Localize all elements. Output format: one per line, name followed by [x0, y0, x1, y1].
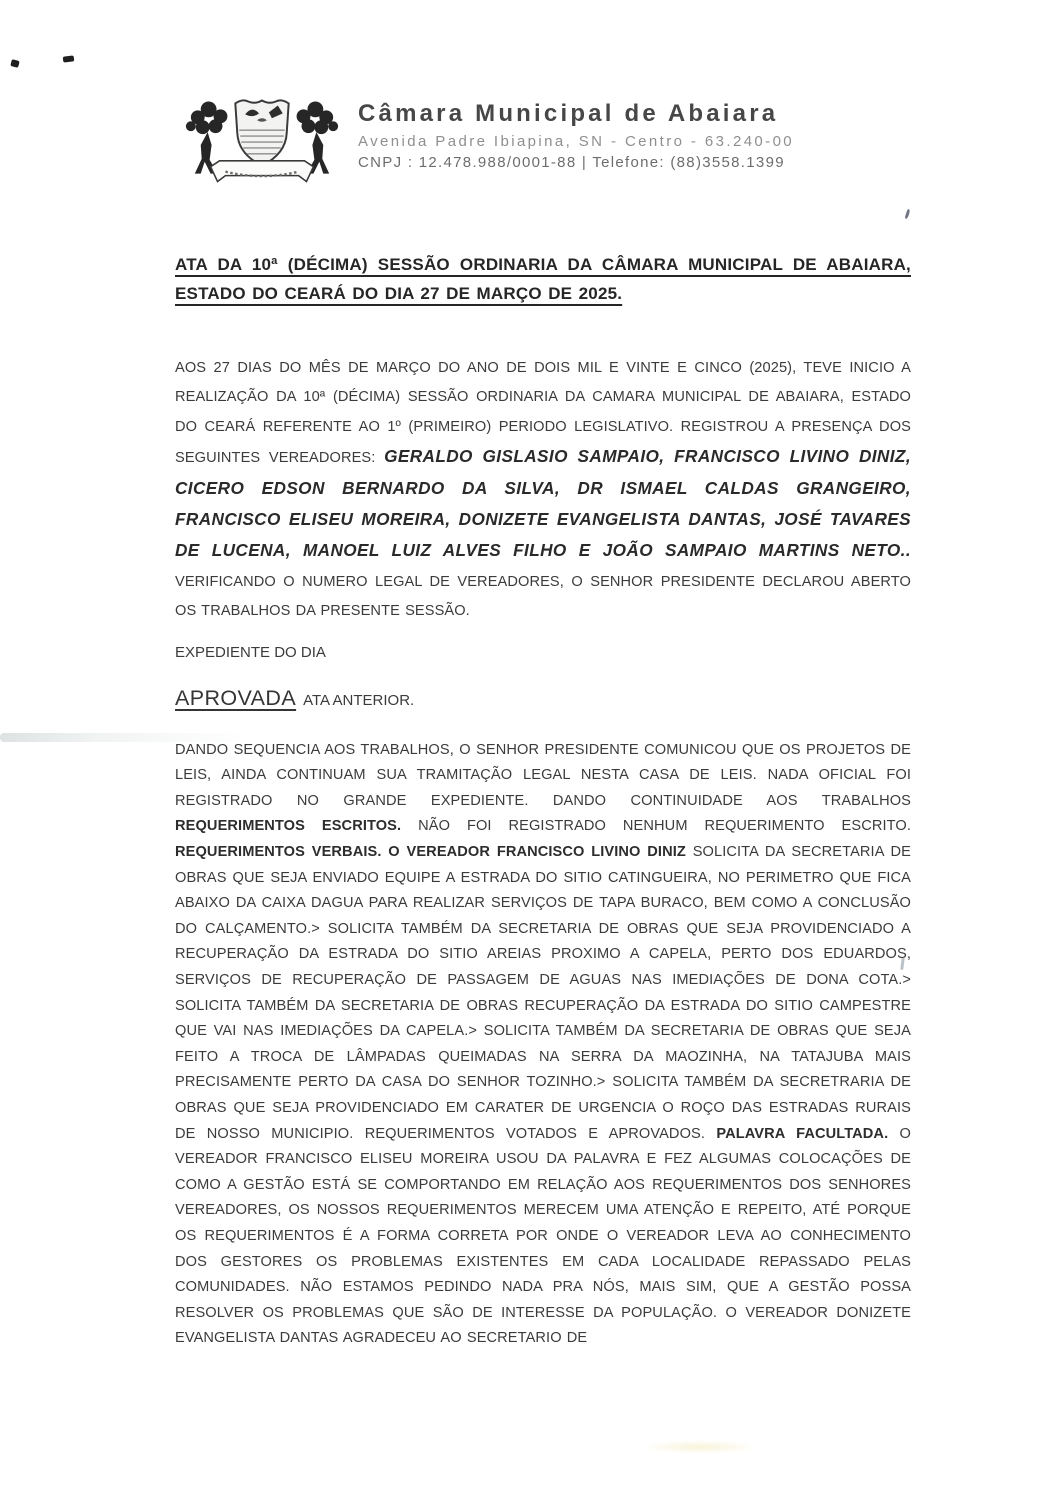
scan-pen-mark [905, 209, 911, 219]
text-segment-bold: REQUERIMENTOS VERBAIS. O VEREADOR FRANCISCO LIVINO DINIZ [175, 844, 686, 861]
org-address: Avenida Padre Ibiapina, SN - Centro - 63.240-00 [358, 133, 795, 150]
text-segment-regular: O VEREADOR FRANCISCO ELISEU MOREIRA USOU DA PALAVRA E FEZ ALGUMAS COLOCAÇÕES DE COMO A GESTÃO ESTÁ SE COMPORTANDO EM RELAÇÃO AOS REQUERIMENTOS DOS SENHORES VEREADORES, OS NOSSOS REQUERIMENTOS MERECEM UMA ATENÇÃO E REPEITO, ATÉ PORQUE OS REQUERIMENTOS É A FORMA CORRETA POR ONDE O VEREADOR LEVA AO CONHECIMENTO DOS GESTORES OS PROBLEMAS EXISTENTES EM CADA LOCALIDADE REPASSADO PELAS COMUNIDADES. NÃO ESTAMOS PEDINDO NADA PRA NÓS, MAIS SIM, QUE A GESTÃO POSSA RESOLVER OS PROBLEMAS QUE SÃO DE INTERESSE DA POPULAÇÃO. O VEREADOR DONIZETE EVANGELISTA DANTAS AGRADECEU AO SECRETARIO DE [175, 1125, 911, 1347]
body-paragraph [175, 738, 911, 1352]
text-segment-regular: DANDO SEQUENCIA AOS TRABALHOS, O SENHOR PRESIDENTE COMUNICOU QUE OS PROJETOS DE LEIS, AINDA CONTINUAM SUA TRAMITAÇÃO LEGAL NESTA CASA DE LEIS. NADA OFICIAL FOI REGISTRADO NO GRANDE EXPEDIENTE. DANDO CONTINUIDADE AOS TRABALHOS [175, 741, 911, 809]
aprovada-line [175, 686, 911, 711]
letterhead [178, 90, 794, 196]
text-segment-regular: NÃO FOI REGISTRADO NENHUM REQUERIMENTO ESCRITO. [401, 818, 911, 835]
text-segment-bolditalic: GERALDO GISLASIO SAMPAIO, FRANCISCO LIVINO DINIZ, CICERO EDSON BERNARDO DA SILVA, DR ISMAEL CALDAS GRANGEIRO, FRANCISCO ELISEU MOREIRA, DONIZETE EVANGELISTA DANTAS, JOSÉ TAVARES DE LUCENA, MANOEL LUIZ ALVES FILHO E JOÃO SAMPAIO MARTINS NETO.. [175, 446, 911, 561]
text-segment-regular: SOLICITA DA SECRETARIA DE OBRAS QUE SEJA ENVIADO EQUIPE A ESTRADA DO SITIO CATINGUEIRA, NO PERIMETRO QUE FICA ABAIXO DA CAIXA DAGUA PARA REALIZAR SERVIÇOS DE TAPA BURACO, BEM COMO A CONCLUSÃO DO CALÇAMENTO.> SOLICITA TAMBÉM DA SECRETARIA DE OBRAS QUE SEJA PROVIDENCIADO A RECUPERAÇÃO DA ESTRADA DO SITIO AREIAS PROXIMO A CAPELA, PERTO DOS EDUARDOS, SERVIÇOS DE RECUPERAÇÃO DE PASSAGEM DE AGUAS NAS IMEDIAÇÕES DE DONA COTA.> SOLICITA TAMBÉM DA SECRETARIA DE OBRAS RECUPERAÇÃO DA ESTRADA DO SITIO CAMPESTRE QUE VAI NAS IMEDIAÇÕES DA CAPELA.> SOLICITA TAMBÉM DA SECRETARIA DE OBRAS QUE SEJA FEITO A TROCA DE LÂMPADAS QUEIMADAS NA SERRA DA MAOZINHA, NA TATAJUBA MAIS PRECISAMENTE PERTO DA CASA DO SENHOR TOZINHO.> SOLICITA TAMBÉM DA SECRETRARIA DE OBRAS QUE SEJA PROVIDENCIADO EM CARATER DE URGENCIA O ROÇO DAS ESTRADAS RURAIS DE NOSSO MUNICIPIO. REQUERIMENTOS VOTADOS E APROVADOS. [175, 844, 911, 1142]
text-segment-bold: REQUERIMENTOS ESCRITOS. [175, 818, 402, 835]
opening-paragraph [175, 354, 911, 627]
scan-speck [63, 55, 75, 62]
aprovada-word: APROVADA [175, 685, 297, 710]
scan-stain [640, 1440, 760, 1454]
aprovada-rest: ATA ANTERIOR. [303, 691, 415, 709]
text-segment-regular: AOS 27 DIAS DO MÊS DE MARÇO DO ANO DE DOIS MIL E VINTE E CINCO (2025), TEVE INICIO A REALIZAÇÃO DA 10ª (DÉCIMA) SESSÃO ORDINARIA DA CAMARA MUNICIPAL DE ABAIARA, ESTADO DO CEARÁ REFERENTE AO 1º (PRIMEIRO) PERIODO LEGISLATIVO. REGISTROU A PRESENÇA DOS SEGUINTES VEREADORES: [175, 360, 911, 467]
document-title: ATA DA 10ª (DÉCIMA) SESSÃO ORDINARIA DA CÂMARA MUNICIPAL DE ABAIARA, ESTADO DO CEARÁ DO DIA 27 DE MARÇO DE 2025. [175, 255, 911, 303]
text-segment-regular: VERIFICANDO O NUMERO LEGAL DE VEREADORES, O SENHOR PRESIDENTE DECLAROU ABERTO OS TRABALHOS DA PRESENTE SESSÃO. [175, 573, 911, 620]
expediente-heading: EXPEDIENTE DO DIA [175, 643, 326, 661]
coat-of-arms-icon [178, 90, 346, 196]
org-name: Câmara Municipal de Abaiara [358, 100, 779, 127]
text-segment-bold: PALAVRA FACULTADA. [716, 1125, 889, 1142]
document-content [175, 250, 911, 1352]
scan-speck [10, 59, 19, 68]
org-cnpj-phone: CNPJ : 12.478.988/0001-88 | Telefone: (88)3558.1399 [358, 154, 785, 171]
